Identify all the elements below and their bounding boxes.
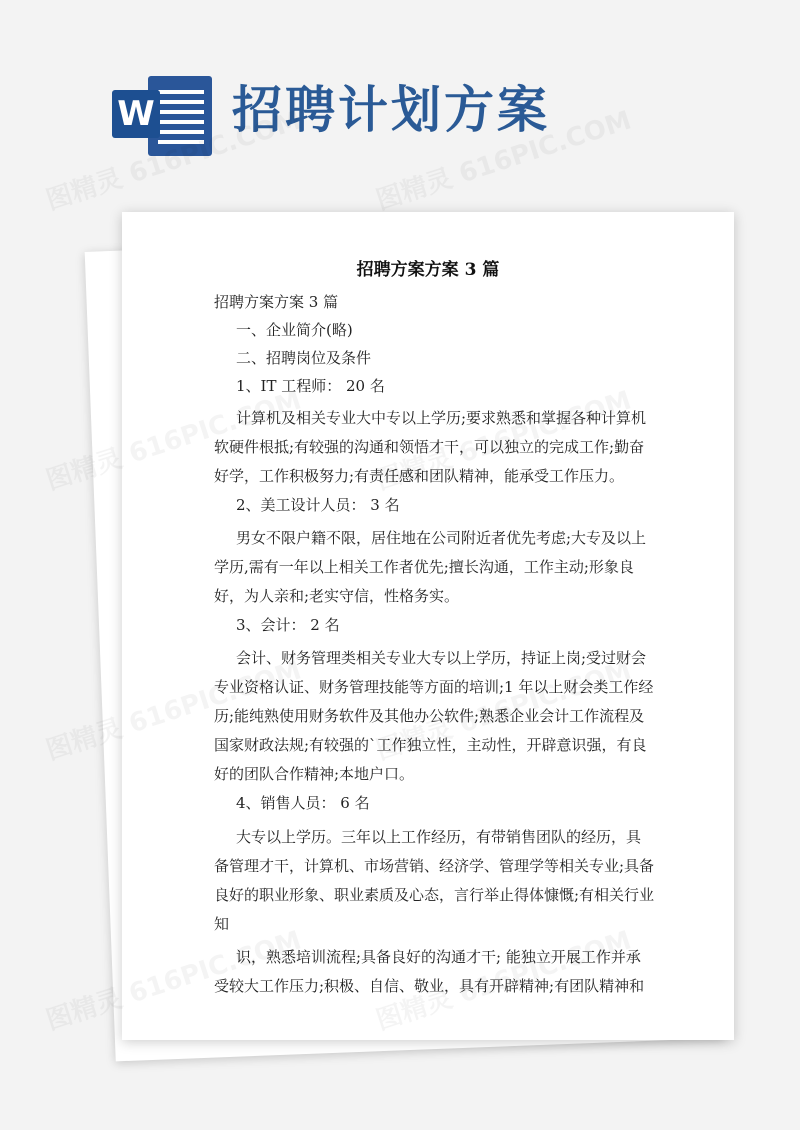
doc-line: 识，熟悉培训流程;具备良好的沟通才干; 能独立开展工作并承 xyxy=(236,948,641,966)
doc-line-title: 招聘方案方案 3 篇 xyxy=(214,293,339,311)
document-page xyxy=(122,212,734,1040)
doc-line: 专业资格认证、财务管理技能等方面的培训;1 年以上财会类工作经 xyxy=(214,678,654,696)
doc-line xyxy=(158,130,204,134)
document-heading: 招聘方案方案 3 篇 xyxy=(356,260,500,280)
doc-line-it-engineer: 1、IT 工程师： 20 名 xyxy=(236,377,385,395)
doc-line: 好的团队合作精神;本地户口。 xyxy=(214,765,415,783)
doc-line: 软硬件根抵;有较强的沟通和领悟才干，可以独立的完成工作;勤奋 xyxy=(214,438,645,456)
doc-line-section-2: 二、招聘岗位及条件 xyxy=(236,349,372,367)
doc-line-sales: 4、销售人员： 6 名 xyxy=(236,794,370,812)
doc-line: 学历,需有一年以上相关工作者优先;擅长沟通，工作主动;形象良 xyxy=(214,558,634,576)
doc-line: 好学，工作积极努力;有责任感和团队精神，能承受工作压力。 xyxy=(214,467,625,485)
doc-line: 备管理才干，计算机、市场营销、经济学、管理学等相关专业;具备 xyxy=(214,857,655,875)
banner xyxy=(0,0,800,200)
doc-line xyxy=(158,140,204,144)
doc-line-designer: 2、美工设计人员： 3 名 xyxy=(236,496,400,514)
doc-line: 良好的职业形象、职业素质及心态，言行举止得体慷慨;有相关行业 xyxy=(214,886,655,904)
doc-line: 大专以上学历。三年以上工作经历，有带销售团队的经历，具 xyxy=(236,828,642,846)
doc-line: 受较大工作压力;积极、自信、敬业，具有开辟精神;有团队精神和 xyxy=(214,977,645,995)
doc-line xyxy=(158,90,204,94)
doc-line-accountant: 3、会计： 2 名 xyxy=(236,616,340,634)
doc-line: 计算机及相关专业大中专以上学历;要求熟悉和掌握各种计算机 xyxy=(236,409,647,427)
doc-line: 男女不限户籍不限，居住地在公司附近者优先考虑;大专及以上 xyxy=(236,529,647,547)
banner-title: 招聘计划方案 xyxy=(232,81,550,139)
doc-line: 知 xyxy=(214,915,230,933)
doc-line: 好，为人亲和;老实守信，性格务实。 xyxy=(214,587,460,605)
word-icon xyxy=(112,76,212,156)
doc-line xyxy=(158,110,204,114)
doc-line: 国家财政法规;有较强的`工作独立性，主动性，开辟意识强，有良 xyxy=(214,736,647,754)
doc-line xyxy=(158,120,204,124)
word-letter: W xyxy=(112,90,160,138)
doc-line xyxy=(158,100,204,104)
doc-line-section-1: 一、企业简介(略) xyxy=(236,321,353,339)
doc-line: 历;能纯熟使用财务软件及其他办公软件;熟悉企业会计工作流程及 xyxy=(214,707,645,725)
doc-line: 会计、财务管理类相关专业大专以上学历，持证上岗;受过财会 xyxy=(236,649,647,667)
